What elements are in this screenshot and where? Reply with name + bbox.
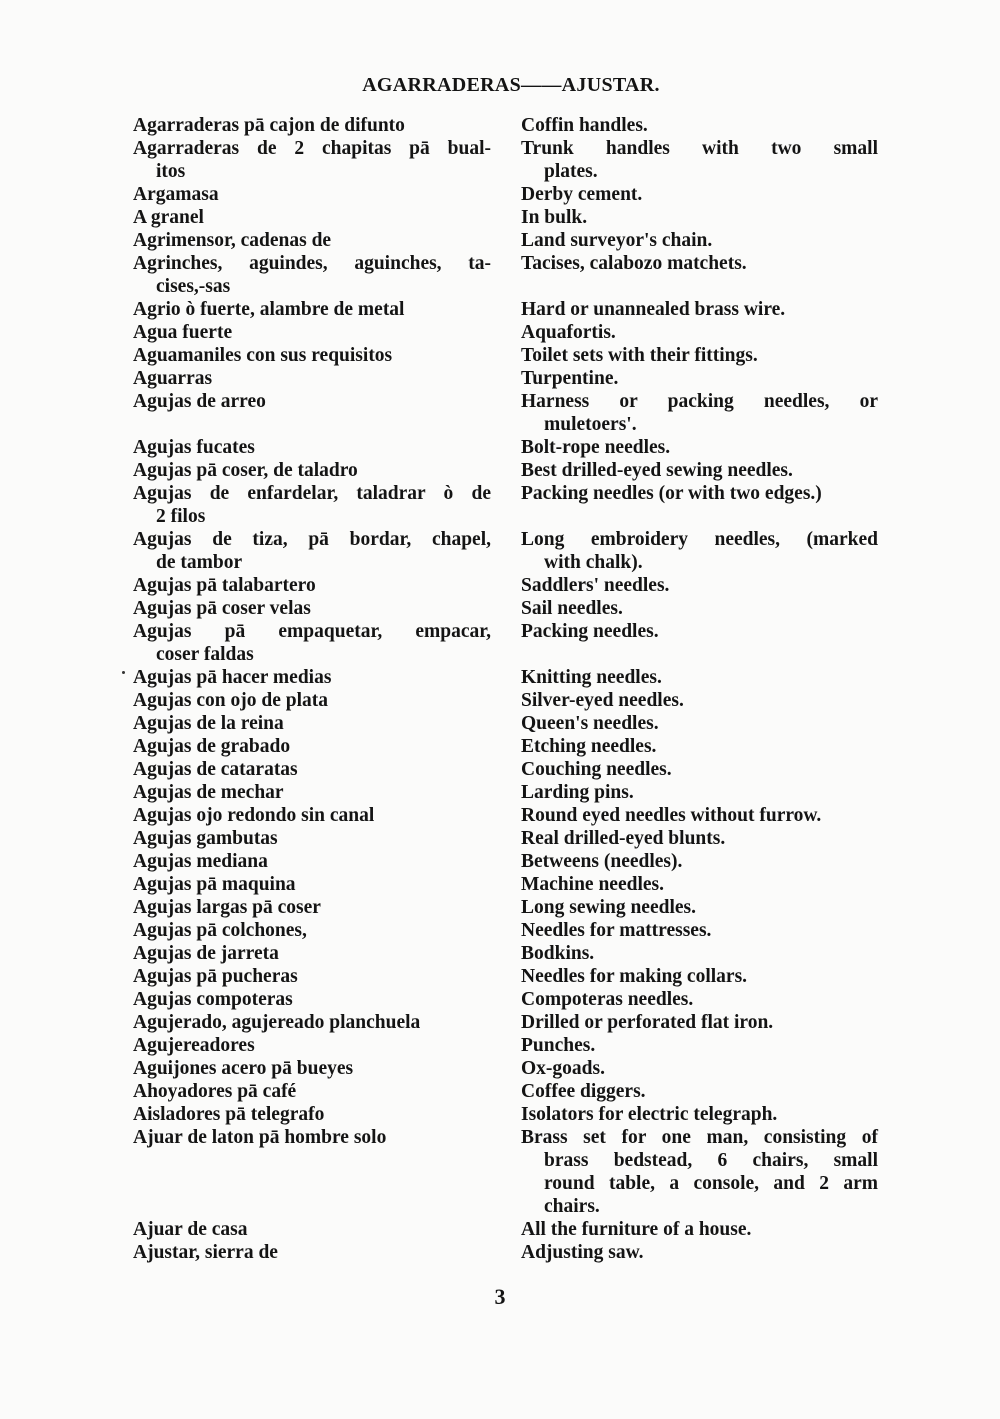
spanish-term [133,735,491,758]
dictionary-entry [133,1241,878,1264]
text-line: Agarraderas de 2 chapitas pā bual- [133,138,491,159]
dictionary-entry [133,459,878,482]
dictionary-entry [133,367,878,390]
english-translation [521,321,878,344]
english-translation [521,344,878,367]
english-translation [521,114,878,137]
text-line: Long embroidery needles, (marked [521,529,878,550]
text-line: Agujas de grabado [133,736,291,757]
spanish-term [133,1080,491,1103]
text-line: Agrio ò fuerte, alambre de metal [133,299,405,320]
spanish-term [133,1126,491,1218]
dictionary-entry [133,873,878,896]
dictionary-entry [133,1034,878,1057]
text-line: Bolt-rope needles. [521,437,671,458]
text-line: Agujerado, agujereado planchuela [133,1012,421,1033]
dictionary-entry [133,942,878,965]
english-translation [521,252,878,298]
english-translation [521,206,878,229]
text-line: Needles for mattresses. [521,920,712,941]
english-translation [521,1080,878,1103]
spanish-term [133,183,491,206]
text-line: Best drilled-eyed sewing needles. [521,460,793,481]
text-line: Agujas pā pucheras [133,966,298,987]
dictionary-entry [133,620,878,666]
text-line: Turpentine. [521,368,619,389]
text-line: Round eyed needles without furrow. [521,805,822,826]
dictionary-entry [133,252,878,298]
text-line: Ahoyadores pā café [133,1081,297,1102]
english-translation [521,1103,878,1126]
spanish-term [133,367,491,390]
text-line: Agujas con ojo de plata [133,690,329,711]
text-line: Real drilled-eyed blunts. [521,828,726,849]
text-line: Agujas pā talabartero [133,575,316,596]
spanish-term [133,873,491,896]
english-translation [521,919,878,942]
text-line: Coffee diggers. [521,1081,646,1102]
spanish-term [133,827,491,850]
english-translation [521,942,878,965]
spanish-term [133,206,491,229]
english-translation [521,1034,878,1057]
text-line: Larding pins. [521,782,634,803]
text-line: Punches. [521,1035,596,1056]
text-line: Bodkins. [521,943,595,964]
spanish-term [133,1103,491,1126]
text-line: Couching needles. [521,759,672,780]
text-line: Knitting needles. [521,667,662,688]
text-line: Aguamaniles con sus requisitos [133,345,393,366]
text-line: plates. [544,161,598,182]
english-translation [521,758,878,781]
spanish-term [133,528,491,574]
english-translation [521,367,878,390]
spanish-term [133,1011,491,1034]
spanish-term [133,620,491,666]
text-line: Agujas gambutas [133,828,278,849]
spanish-term [133,1241,491,1264]
english-translation [521,988,878,1011]
text-line: Betweens (needles). [521,851,683,872]
text-line: Land surveyor's chain. [521,230,713,251]
text-line: Silver-eyed needles. [521,690,684,711]
spanish-term [133,459,491,482]
spanish-term [133,896,491,919]
dictionary-entry [133,390,878,436]
text-line: Agujas de mechar [133,782,284,803]
english-translation [521,597,878,620]
dictionary-entry [133,482,878,528]
english-translation [521,781,878,804]
text-line: Agrimensor, cadenas de [133,230,332,251]
text-line: coser faldas [156,644,254,665]
english-translation [521,574,878,597]
spanish-term [133,919,491,942]
dictionary-entry [133,574,878,597]
text-line: Coffin handles. [521,115,648,136]
text-line: Ajuar de casa [133,1219,248,1240]
spanish-term [133,758,491,781]
spanish-term [133,229,491,252]
dictionary-entry [133,1218,878,1241]
dictionary-entry [133,781,878,804]
text-line: Tacises, calabozo matchets. [521,253,747,274]
dictionary-entry [133,988,878,1011]
dictionary-entries [133,114,878,1264]
text-line: itos [156,161,186,182]
english-translation [521,1011,878,1034]
page-number: 3 [494,1284,506,1309]
english-translation [521,850,878,873]
english-translation [521,298,878,321]
spanish-term [133,482,491,528]
english-translation [521,528,878,574]
english-translation [521,804,878,827]
text-line: Agua fuerte [133,322,233,343]
english-translation [521,873,878,896]
text-line: Hard or unannealed brass wire. [521,299,786,320]
text-line: Agujas pā hacer medias [133,667,332,688]
text-line: chairs. [544,1196,600,1217]
text-line: Sail needles. [521,598,623,619]
spanish-term [133,574,491,597]
text-line: muletoers'. [544,414,637,435]
spanish-term [133,137,491,183]
english-translation [521,1057,878,1080]
text-line: Compoteras needles. [521,989,694,1010]
spanish-term [133,252,491,298]
spanish-term [133,1218,491,1241]
text-line: Agujas pā coser, de taladro [133,460,358,481]
dictionary-entry [133,1103,878,1126]
text-line: de tambor [156,552,243,573]
english-translation [521,137,878,183]
spanish-term [133,298,491,321]
text-line: Queen's needles. [521,713,659,734]
text-line: Agujas de arreo [133,391,266,412]
dictionary-entry [133,919,878,942]
dictionary-entry [133,114,878,137]
text-line: Agujas de jarreta [133,943,279,964]
text-line: Aguijones acero pā bueyes [133,1058,354,1079]
english-translation [521,1126,878,1218]
text-line: Agujas compoteras [133,989,293,1010]
text-line: Aisladores pā telegrafo [133,1104,325,1125]
dictionary-entry [133,436,878,459]
text-line: Machine needles. [521,874,664,895]
stray-mark [122,671,125,674]
english-translation [521,712,878,735]
spanish-term [133,114,491,137]
spanish-term [133,436,491,459]
english-translation [521,1241,878,1264]
text-line: Ajuar de laton pā hombre solo [133,1127,387,1148]
text-line: Long sewing needles. [521,897,696,918]
english-translation [521,735,878,758]
dictionary-entry [133,1057,878,1080]
dictionary-entry [133,229,878,252]
text-line: Aguarras [133,368,213,389]
english-translation [521,436,878,459]
english-translation [521,390,878,436]
text-line: Toilet sets with their fittings. [521,345,758,366]
text-line: Agujas de tiza, pā bordar, chapel, [133,529,491,550]
text-line: Agujas fucates [133,437,255,458]
dictionary-entry [133,896,878,919]
dictionary-entry [133,735,878,758]
dictionary-entry [133,965,878,988]
dictionary-entry [133,344,878,367]
english-translation [521,965,878,988]
text-line: All the furniture of a house. [521,1219,752,1240]
spanish-term [133,321,491,344]
english-translation [521,827,878,850]
english-translation [521,229,878,252]
text-line: A granel [133,207,204,228]
spanish-term [133,804,491,827]
text-line: cises,-sas [156,276,231,297]
english-translation [521,482,878,528]
text-line: Packing needles (or with two edges.) [521,483,822,504]
text-line: In bulk. [521,207,588,228]
text-line: Agujas mediana [133,851,268,872]
text-line: Agujas pā empaquetar, empacar, [133,621,491,642]
spanish-term [133,781,491,804]
dictionary-entry [133,183,878,206]
spanish-term [133,965,491,988]
text-line: Etching needles. [521,736,657,757]
spanish-term [133,390,491,436]
text-line: Agujas de la reina [133,713,284,734]
text-line: brass bedstead, 6 chairs, small [544,1150,878,1171]
text-line: Isolators for electric telegraph. [521,1104,778,1125]
text-line: Agujereadores [133,1035,255,1056]
dictionary-entry [133,206,878,229]
dictionary-entry [133,1126,878,1218]
dictionary-entry [133,597,878,620]
text-line: with chalk). [544,552,643,573]
english-translation [521,183,878,206]
text-line: Saddlers' needles. [521,575,670,596]
spanish-term [133,988,491,1011]
english-translation [521,896,878,919]
text-line: Agujas de cataratas [133,759,298,780]
dictionary-entry [133,321,878,344]
text-line: Agujas pā colchones, [133,920,307,941]
english-translation [521,620,878,666]
dictionary-entry [133,804,878,827]
spanish-term [133,689,491,712]
text-line: Trunk handles with two small [521,138,878,159]
text-line: Derby cement. [521,184,643,205]
text-line: Argamasa [133,184,219,205]
dictionary-entry [133,528,878,574]
text-line: Drilled or perforated flat iron. [521,1012,774,1033]
text-line: Agujas largas pā coser [133,897,321,918]
text-line: Packing needles. [521,621,659,642]
text-line: Agrinches, aguindes, aguinches, ta- [133,253,491,274]
dictionary-entry [133,827,878,850]
english-translation [521,459,878,482]
text-line: 2 filos [156,506,206,527]
spanish-term [133,850,491,873]
text-line: Ajustar, sierra de [133,1242,278,1263]
dictionary-entry [133,850,878,873]
dictionary-entry [133,758,878,781]
text-line: round table, a console, and 2 arm [544,1173,878,1194]
page-header: AGARRADERAS——AJUSTAR. [362,74,660,96]
spanish-term [133,597,491,620]
text-line: Ox-goads. [521,1058,605,1079]
spanish-term [133,1034,491,1057]
dictionary-entry [133,689,878,712]
spanish-term [133,942,491,965]
text-line: Agujas pā maquina [133,874,296,895]
spanish-term [133,712,491,735]
dictionary-entry [133,1080,878,1103]
dictionary-entry [133,298,878,321]
text-line: Aquafortis. [521,322,616,343]
dictionary-entry [133,712,878,735]
text-line: Adjusting saw. [521,1242,644,1263]
text-line: Agarraderas pā cajon de difunto [133,115,405,136]
text-line: Agujas de enfardelar, taladrar ò de [133,483,491,504]
text-line: Agujas ojo redondo sin canal [133,805,375,826]
english-translation [521,666,878,689]
dictionary-entry [133,1011,878,1034]
text-line: Harness or packing needles, or [521,391,878,412]
spanish-term [133,1057,491,1080]
spanish-term [133,344,491,367]
dictionary-entry [133,666,878,689]
dictionary-entry [133,137,878,183]
english-translation [521,689,878,712]
text-line: Agujas pā coser velas [133,598,311,619]
text-line: Brass set for one man, consisting of [521,1127,878,1148]
english-translation [521,1218,878,1241]
text-line: Needles for making collars. [521,966,748,987]
spanish-term [133,666,491,689]
